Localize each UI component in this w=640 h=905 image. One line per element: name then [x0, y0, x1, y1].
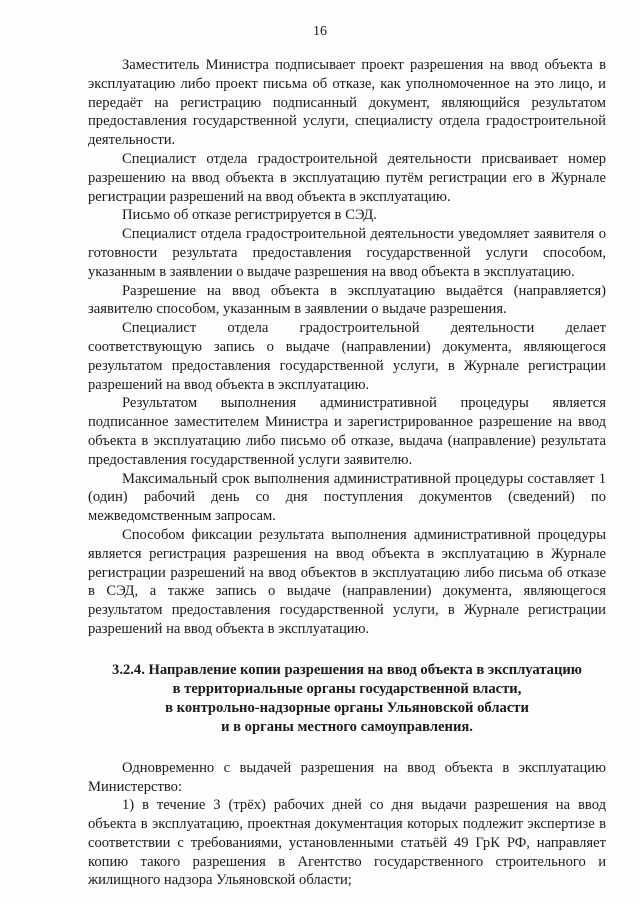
paragraph: Результатом выполнения административной процедуры является подписанное заместителем Министра и зарегистрированное разрешение на ввод объекта в эксплуатацию либо письмо об отказе, выдача (направление) результата предоставления государственной услуги заявителю. [88, 395, 606, 468]
document-body [88, 56, 606, 890]
paragraph: Специалист отдела градостроительной деятельности присваивает номер разрешению на ввод объекта в эксплуатацию путём регистрации его в Журнале регистрации разрешений на ввод объекта в эксплуатацию. [88, 150, 606, 205]
paragraph: Специалист отдела градостроительной деятельности делает соответствующую запись о выдаче (направлении) документа, являющегося результатом предоставления государственной услуги, в Журнале регистрации разрешений на ввод объекта в эксплуатацию. [88, 320, 606, 393]
section-heading-line: 3.2.4. Направление копии разрешения на ввод объекта в эксплуатацию [112, 661, 582, 678]
list-item: 1) в течение 3 (трёх) рабочих дней со дня выдачи разрешения на ввод объекта в эксплуатацию, проектная документация которых подлежит экспертизе в соответствии с требованиями, установленными статьёй 49 ГрК РФ, направляет копию такого разрешения в Агентство государственного строительного и жилищного надзора Ульяновской области; [88, 797, 606, 889]
section-heading-line: в контрольно-надзорные органы Ульяновской области [165, 699, 529, 716]
paragraph: Одновременно с выдачей разрешения на ввод объекта в эксплуатацию Министерство: [88, 759, 606, 795]
paragraph: Максимальный срок выполнения административной процедуры составляет 1 (один) рабочий день со дня поступления документов (сведений) по межведомственным запросам. [88, 470, 606, 525]
paragraph: Заместитель Министра подписывает проект разрешения на ввод объекта в эксплуатацию либо проект письма об отказе, как уполномоченное на это лицо, и передаёт на регистрацию подписанный документ, являющийся результатом предоставления государственной услуги, специалисту отдела градостроительной деятельности. [88, 57, 606, 149]
section-heading-line: и в органы местного самоуправления. [221, 718, 473, 735]
spacer [88, 737, 606, 759]
section-heading [88, 661, 606, 737]
paragraph: Разрешение на ввод объекта в эксплуатацию выдаётся (направляется) заявителю способом, указанным в заявлении о выдаче разрешения. [88, 282, 606, 318]
paragraph: Письмо об отказе регистрируется в СЭД. [122, 207, 377, 224]
paragraph: Способом фиксации результата выполнения административной процедуры является регистрация разрешения на ввод объекта в эксплуатацию в Журнале регистрации разрешений на ввод объектов в эксплуатацию либо письма об отказе в СЭД, а также запись о выдаче (направлении) документа, являющегося результатом предоставления государственной услуги, в Журнале регистрации разрешений на ввод объекта в эксплуатацию. [88, 526, 606, 637]
page-number: 16 [313, 24, 327, 39]
paragraph: Специалист отдела градостроительной деятельности уведомляет заявителя о готовности результата предоставления государственной услуги способом, указанным в заявлении о выдаче разрешения на ввод объекта в эксплуатацию. [88, 226, 606, 280]
section-heading-line: в территориальные органы государственной власти, [172, 680, 522, 697]
